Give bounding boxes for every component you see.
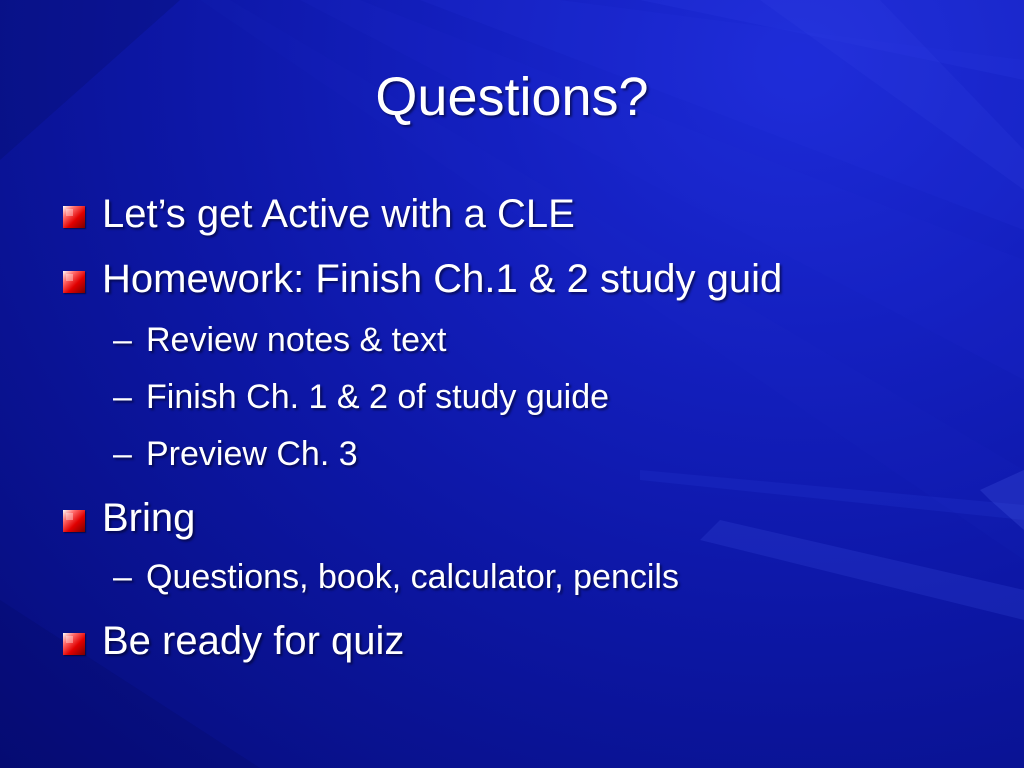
slide-title: Questions? <box>375 67 649 127</box>
dash-marker: – <box>113 435 132 473</box>
bullet-text: Be ready for quiz <box>102 619 405 663</box>
bullet-text: Let’s get Active with a CLE <box>102 192 575 236</box>
red-square-bullet-icon <box>63 510 85 532</box>
red-square-bullet-icon <box>63 271 85 293</box>
dash-marker: – <box>113 321 132 359</box>
dash-marker: – <box>113 378 132 416</box>
red-square-bullet-icon <box>63 633 85 655</box>
red-square-bullet-icon <box>63 206 85 228</box>
sub-bullet-text: Questions, book, calculator, pencils <box>146 558 679 596</box>
sub-bullet-text: Review notes & text <box>146 321 447 359</box>
bullet-text: Homework: Finish Ch.1 & 2 study guid <box>102 257 783 301</box>
sub-bullet-text: Preview Ch. 3 <box>146 435 358 473</box>
sub-bullet-text: Finish Ch. 1 & 2 of study guide <box>146 378 610 416</box>
dash-marker: – <box>113 558 132 596</box>
bullet-text: Bring <box>102 496 196 540</box>
